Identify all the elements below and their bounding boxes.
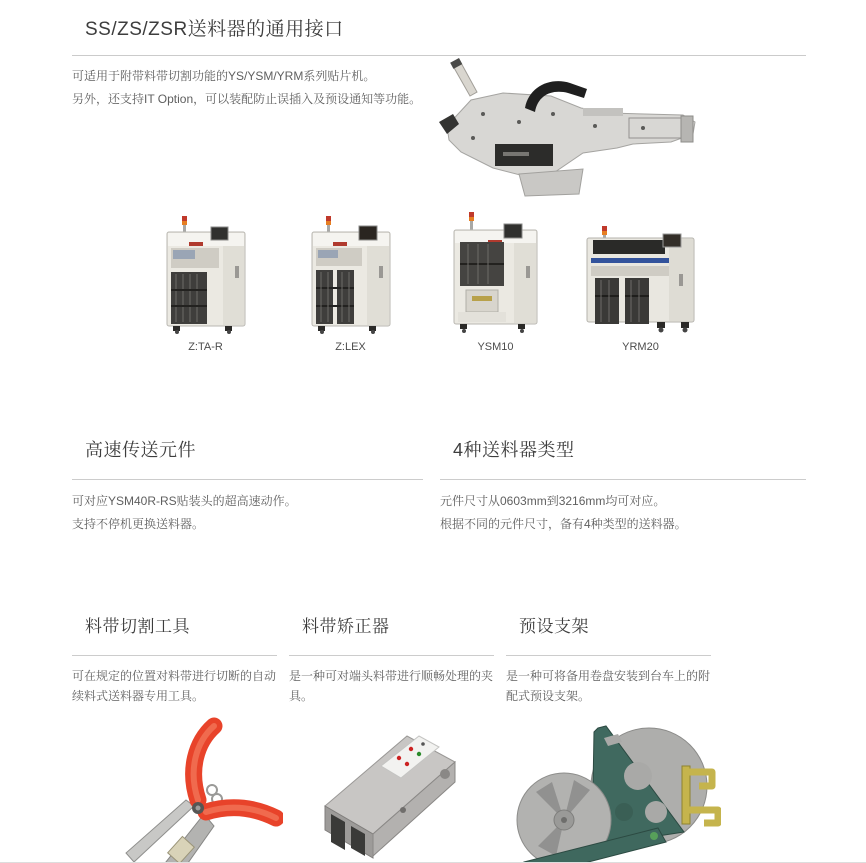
feature-line: 可对应YSM40R-RS贴装头的超高速动作。 [72, 494, 297, 508]
feature-line: 元件尺寸从0603mm到3216mm均可对应。 [440, 494, 666, 508]
mounter-illustration [307, 216, 395, 334]
accessory-desc-preset-bracket: 是一种可将备用卷盘安装到台车上的附配式预设支架。 [506, 669, 711, 703]
feature-feeder-types [440, 436, 806, 536]
accessory-tape-cutter [72, 612, 277, 863]
corrector-illustration [307, 714, 477, 863]
machine-column-zlex [278, 208, 423, 353]
accessory-title-preset-bracket: 预设支架 [506, 612, 711, 656]
mounter-illustration [583, 226, 698, 334]
accessory-desc-tape-cutter: 可在规定的位置对料带进行切断的自动续料式送料器专用工具。 [72, 669, 277, 703]
tape-cutter-photo [108, 714, 277, 863]
feeder-photo [433, 56, 718, 201]
page-title: SS/ZS/ZSR送料器的通用接口 [72, 10, 806, 56]
feature-text-high-speed [72, 490, 423, 536]
feature-text-feeder-types [440, 490, 806, 536]
bracket-illustration [506, 714, 721, 863]
machine-column-ysm10 [423, 208, 568, 353]
accessory-title-tape-corrector: 料带矫正器 [289, 612, 494, 656]
feature-line: 根据不同的元件尺寸，备有4种类型的送料器。 [440, 517, 687, 531]
mounter-illustration [448, 212, 543, 334]
accessories-row [72, 612, 806, 863]
feature-title-high-speed: 高速传送元件 [72, 436, 423, 480]
feature-high-speed [72, 436, 423, 536]
accessory-desc-tape-corrector: 是一种可对端头料带进行顺畅处理的夹具。 [289, 669, 494, 703]
feature-title-feeder-types: 4种送料器类型 [440, 436, 806, 480]
mounter-illustration [161, 216, 251, 334]
machines-row [133, 208, 713, 353]
intro-line-1: 可适用于附带料带切割功能的YS/YSM/YRM系列贴片机。 [72, 69, 376, 83]
feeder-illustration [433, 56, 718, 201]
machine-photo-ysm10 [448, 208, 543, 334]
machine-photo-ztar [161, 208, 251, 334]
feature-line: 支持不停机更换送料器。 [72, 517, 205, 531]
machine-photo-zlex [307, 208, 395, 334]
machine-label-ysm10: YSM10 [477, 341, 514, 353]
preset-bracket-photo [506, 714, 711, 863]
machine-label-zlex: Z:LEX [335, 341, 366, 353]
intro-line-2: 另外，还支持IT Option，可以装配防止误插入及预设通知等功能。 [72, 92, 422, 106]
accessory-title-tape-cutter: 料带切割工具 [72, 612, 277, 656]
tape-corrector-photo [307, 714, 494, 863]
machine-column-ztar [133, 208, 278, 353]
machine-label-yrm20: YRM20 [622, 341, 659, 353]
accessory-tape-corrector [289, 612, 494, 863]
intro-paragraph [72, 65, 492, 111]
machine-photo-yrm20 [583, 208, 698, 334]
cutter-illustration [108, 714, 283, 863]
accessory-preset-bracket [506, 612, 711, 863]
features-row [72, 436, 806, 536]
machine-label-ztar: Z:TA-R [188, 341, 223, 353]
machine-column-yrm20 [568, 208, 713, 353]
